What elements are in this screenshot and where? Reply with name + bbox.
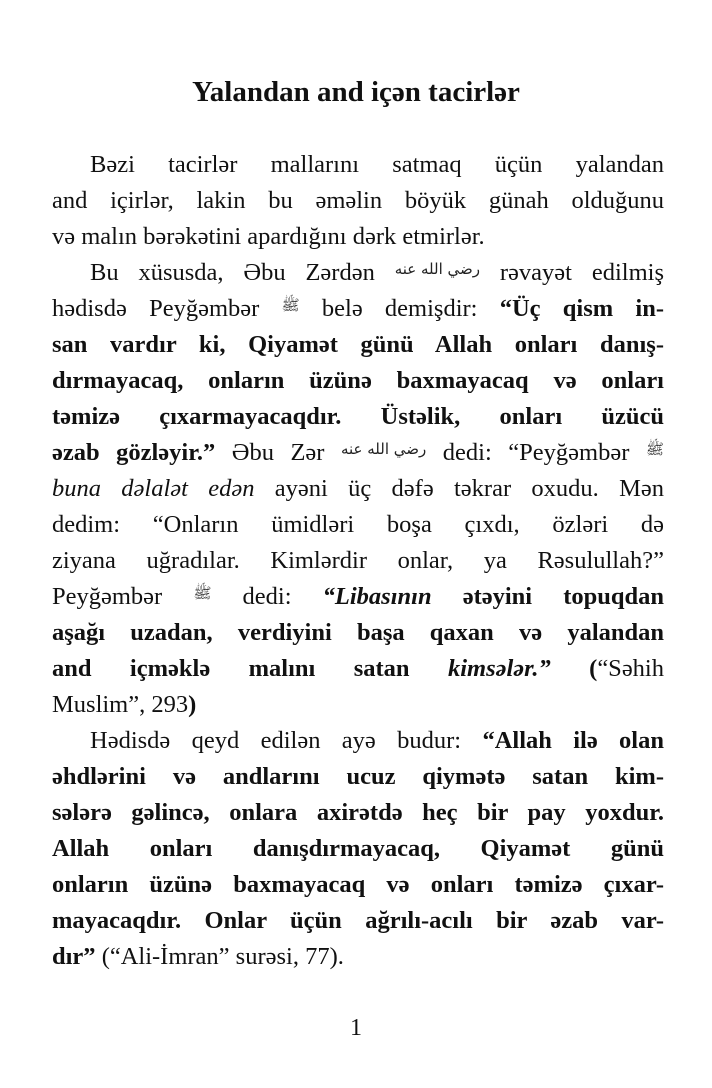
text-line — [52, 327, 664, 363]
text-segment: Bu xüsusda, Əbu Zərdən — [90, 259, 395, 286]
quote-segment: əzab gözləyir.” — [52, 439, 216, 466]
quote-segment: mayacaqdır. Onlar üçün ağrılı-acılı bir əzab var- — [52, 907, 664, 934]
quote-segment: təmizə çıxarmayacaqdır. Üstəlik, onları üzücü — [52, 403, 664, 430]
text-segment: belə demişdir: — [299, 295, 500, 322]
quote-segment: “Üç qism in- — [499, 295, 664, 322]
text-segment: Hədisdə qeyd edilən ayə budur: — [90, 727, 483, 754]
text-line — [52, 687, 664, 723]
quote-segment: kimsələr.” — [447, 655, 551, 682]
citation-segment: “Səhih — [597, 655, 664, 682]
text-line — [52, 903, 664, 939]
quote-segment: dır” — [52, 943, 96, 970]
text-line — [52, 183, 664, 219]
sallallahu-alayhi-icon: ﷺ — [193, 584, 212, 602]
text-line — [52, 291, 664, 327]
text-line — [52, 579, 664, 615]
page-body — [52, 147, 664, 975]
text-segment: və malın bərəkətini apardığını dərk etmirlər. — [52, 223, 485, 250]
quote-segment: “Libasının — [322, 583, 432, 610]
text-segment: rəvayət edilmiş — [480, 259, 664, 286]
text-line — [52, 147, 664, 183]
text-line — [52, 255, 664, 291]
text-line — [52, 651, 664, 687]
radiyallahu-anhu-icon: رضي الله عنه — [340, 440, 427, 458]
quote-segment: onların üzünə baxmayacaq və onları təmizə çıxar- — [52, 871, 664, 898]
text-line — [52, 219, 664, 255]
italic-segment: buna dəlalət edən — [52, 475, 255, 502]
page-number: 1 — [350, 1015, 362, 1041]
text-line — [52, 543, 664, 579]
quote-segment: “Allah ilə olan — [482, 727, 664, 754]
text-line — [52, 831, 664, 867]
quote-segment: ətəyini topuqdan — [431, 583, 664, 610]
text-segment: Peyğəmbər — [52, 583, 194, 610]
text-segment: hədisdə Peyğəmbər — [52, 295, 282, 322]
citation-segment: (“Ali-İmran” surəsi, 77). — [95, 943, 344, 970]
text-line — [52, 399, 664, 435]
quote-segment: san vardır ki, Qiyamət günü Allah onları danış- — [52, 331, 664, 358]
text-line — [52, 471, 664, 507]
sallallahu-alayhi-icon: ﷺ — [281, 296, 300, 314]
text-segment: Əbu Zər — [215, 439, 341, 466]
text-line — [52, 615, 664, 651]
text-line — [52, 939, 664, 975]
text-line — [52, 363, 664, 399]
citation-paren: ) — [188, 691, 197, 718]
text-segment: dedi: — [211, 583, 323, 610]
text-line — [52, 795, 664, 831]
citation-paren: ( — [550, 655, 598, 682]
text-segment: Bəzi tacirlər mallarını satmaq üçün yalandan — [90, 151, 664, 178]
quote-segment: sələrə gəlincə, onlara axirətdə heç bir pay yoxdur. — [52, 799, 664, 826]
text-segment: ziyana uğradılar. Kimlərdir onlar, ya Rəsulullah?” — [52, 547, 664, 574]
text-segment: dedi: “Peyğəmbər — [426, 439, 646, 466]
page-title: Yalandan and içən tacirlər — [192, 76, 520, 108]
quote-segment: dırmayacaq, onların üzünə baxmayacaq və onları — [52, 367, 664, 394]
text-segment: and içirlər, lakin bu əməlin böyük günah olduğunu — [52, 187, 664, 214]
text-segment: ayəni üç dəfə təkrar oxudu. Mən — [254, 475, 664, 502]
text-line — [52, 867, 664, 903]
quote-segment: and içməklə malını satan — [52, 655, 448, 682]
sallallahu-alayhi-icon: ﷺ — [645, 440, 664, 458]
text-segment: dedim: “Onların ümidləri boşa çıxdı, özləri də — [52, 511, 664, 538]
text-line — [52, 435, 664, 471]
quote-segment: aşağı uzadan, verdiyini başa qaxan və yalandan — [52, 619, 664, 646]
citation-segment: Muslim”, 293 — [52, 691, 189, 718]
text-line — [52, 759, 664, 795]
quote-segment: Allah onları danışdırmayacaq, Qiyamət günü — [52, 835, 664, 862]
text-line — [52, 507, 664, 543]
quote-segment: əhdlərini və andlarını ucuz qiymətə satan kim- — [52, 763, 664, 790]
text-line — [52, 723, 664, 759]
radiyallahu-anhu-icon: رضي الله عنه — [394, 260, 481, 278]
